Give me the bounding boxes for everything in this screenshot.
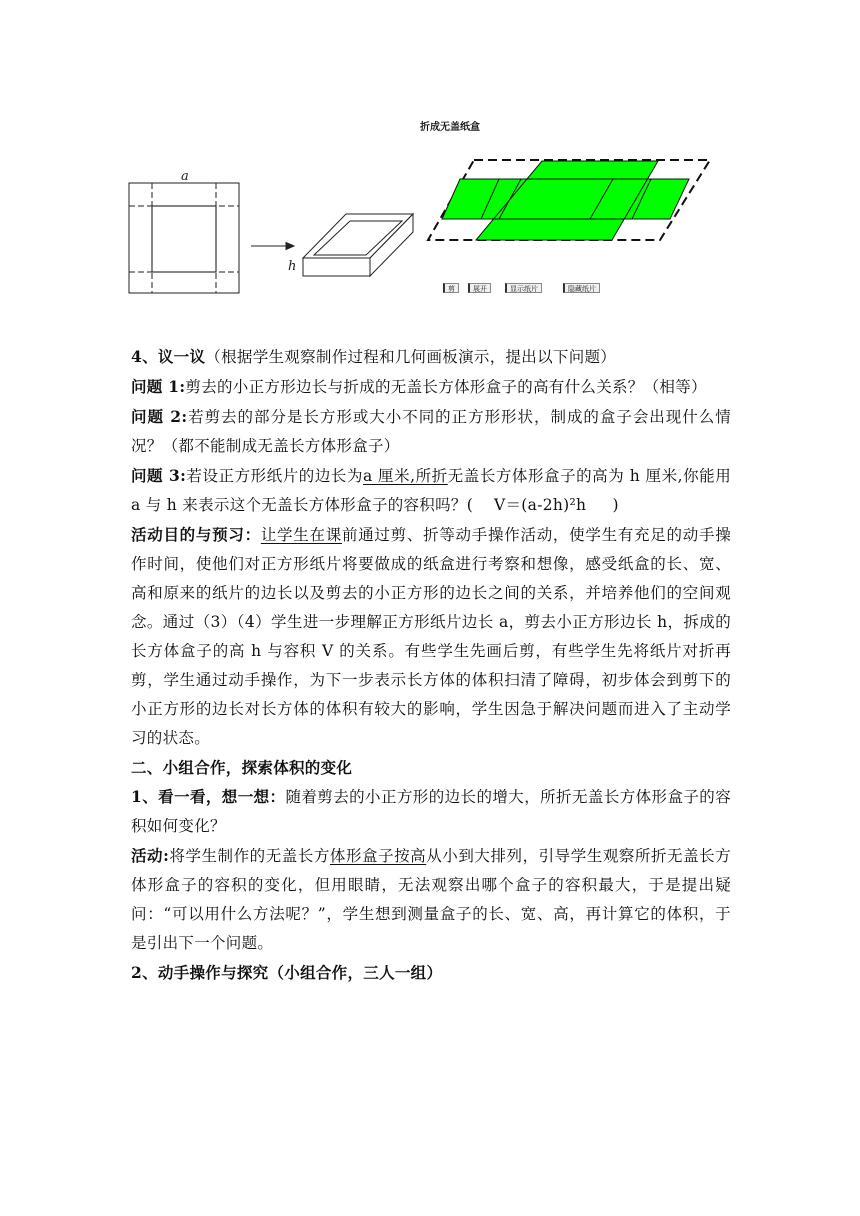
activity-aim-label: 活动目的与预习： <box>131 525 261 544</box>
question-1 <box>131 372 731 402</box>
label-a: a <box>181 169 189 184</box>
show-paper-button[interactable]: 显示纸片 <box>505 283 542 293</box>
cut-button[interactable]: 剪 <box>443 283 459 293</box>
section-4-intro: （根据学生观察制作过程和几何画板演示，提出以下问题） <box>205 348 617 366</box>
label-h: h <box>288 259 297 274</box>
activity-text-a: 将学生制作的无盖长方 <box>169 847 330 865</box>
question-1-text: 剪去的小正方形边长与折成的无盖长方体形盒子的高有什么关系？（相等） <box>185 378 707 396</box>
activity-aim-paragraph <box>131 520 731 753</box>
activity-text-b: 从小到大排列，引导学生观察所折无盖长方体形盒子的容积的变化，但用眼睛，无法观察出哪个盒子的容积最大，于是提出疑问：“可以用什么方法呢？”，学生想到测量盒子的长、宽、高，再计算它的体积，于是引出下一个问题。 <box>131 847 731 952</box>
question-3-underlined: a 厘米,所折 <box>363 467 448 485</box>
activity-aim-text: 前通过剪、折等动手操作活动，使学生有充足的动手操作时间，使他们对正方形纸片将要做成的纸盒进行考察和想像，感受纸盒的长、宽、高和原来的纸片的边长以及剪去的小正方形的边长之间的关系，并培养他们的空间观念。通过（3）（4）学生进一步理解正方形纸片边长 a，剪去小正方形边长 h，拆成的长方体盒子的高 h 与容积 V 的关系。有些学生先画后剪，有些学生先将纸片对折再剪，学生通过动手操作，为下一步表示长方体的体积扫清了障碍，初步体会到剪下的小正方形的边长对长方体的体积有较大的影响，学生因急于解决问题而进入了主动学习的状态。 <box>131 526 731 747</box>
question-3 <box>131 461 731 520</box>
section-4-title: 4、议一议 <box>131 347 206 366</box>
box-net-diagram <box>428 160 710 240</box>
question-2-text: 若剪去的部分是长方形或大小不同的正方形形状，制成的盒子会出现什么情况？（都不能制成无盖长方体形盒子） <box>131 408 731 455</box>
hide-paper-button[interactable]: 隐藏纸片 <box>563 283 600 293</box>
question-3-text-b: 无盖长方体形盒子的高为 h 厘米,你能用 a 与 h 来表示这个无盖长方体形盒子的容积吗？( <box>131 467 732 514</box>
activity-aim-underlined: 让学生在课 <box>260 526 342 544</box>
figure-title: 折成无盖纸盒 <box>420 122 480 133</box>
volume-formula: V＝(a-2h)²h <box>493 496 587 514</box>
look-and-think-paragraph <box>131 782 731 841</box>
look-and-think-text: 随着剪去的小正方形的边长的增大，所折无盖长方体形盒子的容积如何变化？ <box>131 788 731 835</box>
section-4-discussion <box>131 342 731 987</box>
box-folding-figure <box>0 0 860 320</box>
question-3-label: 问题 3: <box>131 466 187 485</box>
square-paper-diagram <box>129 183 239 293</box>
activity-underlined: 体形盒子按高 <box>329 847 427 865</box>
question-1-label: 问题 1: <box>131 377 186 396</box>
unfold-button[interactable]: 展开 <box>468 283 491 293</box>
section-2-heading: 二、小组合作，探索体积的变化 <box>131 758 353 777</box>
look-and-think-label: 1、看一看，想一想： <box>131 787 286 806</box>
activity-label: 活动: <box>131 846 170 865</box>
section-4-heading <box>131 342 731 372</box>
hands-on-heading: 2、动手操作与探究（小组合作，三人一组） <box>131 963 443 982</box>
question-3-end: ) <box>612 496 619 514</box>
question-2 <box>131 402 731 461</box>
question-3-text-a: 若设正方形纸片的边长为 <box>186 467 363 485</box>
question-2-label: 问题 2: <box>131 407 188 426</box>
open-box-diagram <box>303 214 413 276</box>
arrow-right-icon <box>251 243 294 250</box>
activity-paragraph <box>131 841 731 958</box>
